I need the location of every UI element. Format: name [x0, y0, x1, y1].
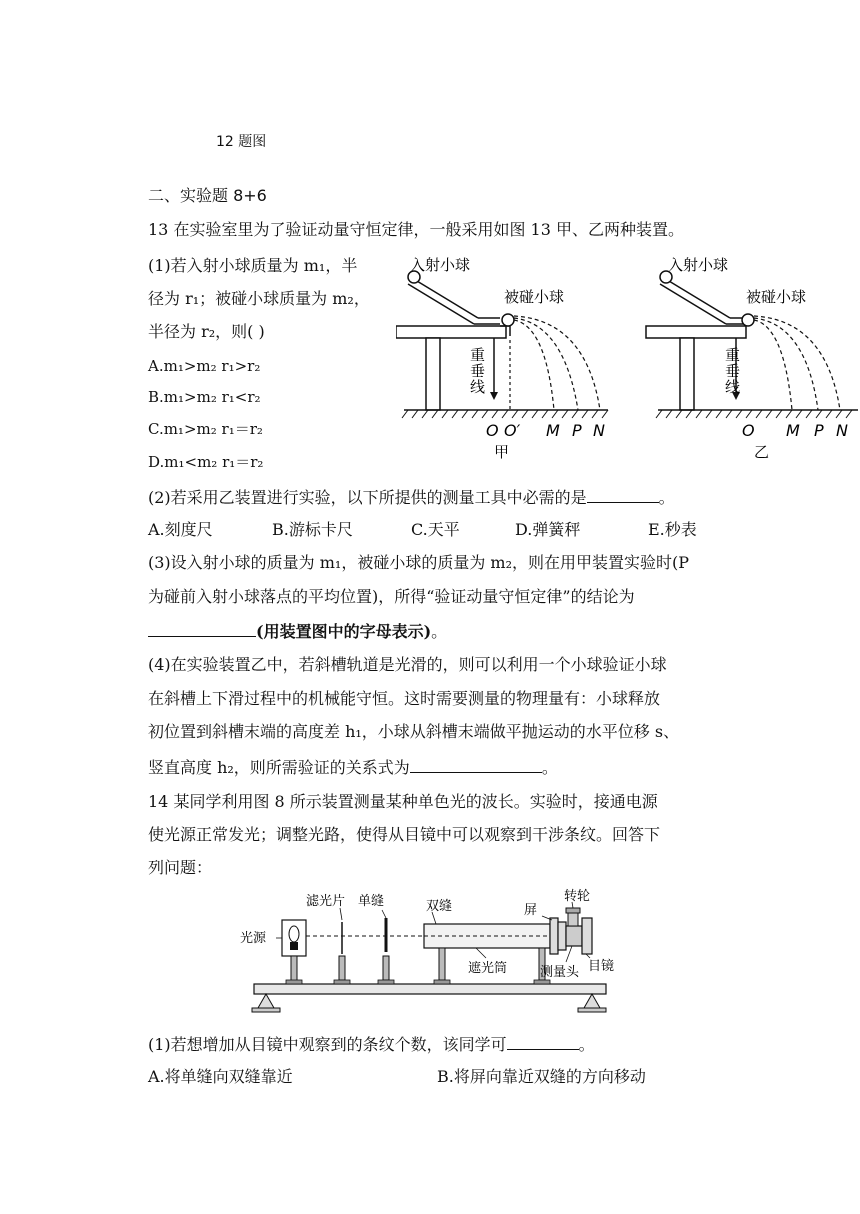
label-yi: 乙: [754, 443, 770, 460]
q13-part3-end: 。: [431, 622, 448, 641]
q14-part1-blank[interactable]: [507, 1034, 579, 1050]
label-plumb-3-yi: 线: [725, 378, 741, 396]
q13-part3-line2: 为碰前入射小球落点的平均位置)，所得“验证动量守恒定律”的结论为: [148, 587, 635, 606]
section-heading: 二、实验题 8+6: [148, 186, 267, 205]
q14-option-a: A.将单缝向双缝靠近: [148, 1067, 293, 1086]
q13-part2: [148, 487, 675, 508]
label-eyepiece: 目镜: [588, 959, 615, 974]
q13-part1-line2: 径为 r₁；被碰小球质量为 m₂，: [148, 289, 370, 308]
label-plumb-1-jia: 重: [470, 346, 486, 364]
label-filter: 滤光片: [306, 894, 346, 909]
label-plumb-3-jia: 线: [470, 378, 486, 396]
label-measuring-head: 测量头: [540, 965, 580, 980]
q13-stem: 13 在实验室里为了验证动量守恒定律，一般采用如图 13 甲、乙两种装置。: [148, 220, 684, 239]
q13-part3-line3: [148, 621, 447, 642]
q13-option-a: A.m₁>m₂ r₁>r₂: [148, 357, 261, 375]
q13-part2-option-c: C.天平: [411, 520, 460, 539]
figure-12-caption: 12 题图: [216, 134, 267, 150]
label-O-yi: O: [742, 421, 755, 440]
label-target-ball-yi: 被碰小球: [746, 288, 807, 306]
label-plumb-2-jia: 垂: [470, 362, 486, 380]
label-plumb-1-yi: 重: [725, 346, 741, 364]
q13-part2-blank[interactable]: [587, 487, 659, 503]
q14-line1: 14 某同学利用图 8 所示装置测量某种单色光的波长。实验时，接通电源: [148, 792, 658, 811]
q13-option-d: D.m₁<m₂ r₁＝r₂: [148, 453, 264, 471]
label-single-slit: 单缝: [358, 894, 385, 909]
q13-part1-line3: 半径为 r₂，则( ): [148, 322, 265, 341]
q13-part2-end: 。: [658, 488, 675, 507]
q13-part2-text: (2)若采用乙装置进行实验，以下所提供的测量工具中必需的是: [148, 488, 587, 507]
label-O-jia: O: [486, 421, 499, 440]
q13-part2-option-b: B.游标卡尺: [272, 520, 353, 539]
q13-part4-end: 。: [541, 758, 558, 777]
q13-part4-line2: 在斜槽上下滑过程中的机械能守恒。这时需要测量的物理量有：小球释放: [148, 689, 661, 708]
label-shade-tube: 遮光筒: [468, 961, 508, 976]
q14-part1-end: 。: [578, 1035, 595, 1054]
q13-part2-option-d: D.弹簧秤: [515, 520, 581, 539]
q13-part4-line4: [148, 757, 558, 778]
label-P-jia: P: [572, 421, 582, 440]
label-M-jia: M: [546, 421, 560, 440]
q13-option-b: B.m₁>m₂ r₁<r₂: [148, 388, 261, 406]
label-O-prime-jia: O′: [504, 421, 521, 440]
label-jia: 甲: [494, 443, 510, 460]
apparatus-yi: [646, 256, 858, 460]
q13-part3-note: (用装置图中的字母表示): [256, 622, 432, 641]
label-target-ball-jia: 被碰小球: [504, 288, 565, 306]
q13-part4-line3: 初位置到斜槽末端的高度差 h₁，小球从斜槽末端做平抛运动的水平位移 s、: [148, 722, 680, 741]
label-incident-ball-jia: 入射小球: [410, 256, 471, 274]
label-double-slit: 双缝: [426, 899, 453, 914]
label-N-jia: N: [593, 421, 605, 440]
momentum-apparatus-figure: [396, 250, 860, 460]
label-screen: 屏: [524, 903, 538, 918]
double-slit-apparatus-figure: [236, 888, 626, 1020]
q13-part4-text: 竖直高度 h₂，则所需验证的关系式为: [148, 758, 410, 777]
q13-part3-line1: (3)设入射小球的质量为 m₁，被碰小球的质量为 m₂，则在用甲装置实验时(P: [148, 553, 690, 572]
q13-part2-option-a: A.刻度尺: [148, 520, 213, 539]
label-N-yi: N: [836, 421, 848, 440]
q14-part1: [148, 1034, 595, 1055]
q14-option-b: B.将屏向靠近双缝的方向移动: [437, 1067, 646, 1086]
q13-part4-blank[interactable]: [410, 757, 542, 773]
q13-part3-blank[interactable]: [148, 621, 256, 637]
label-plumb-2-yi: 垂: [725, 362, 741, 380]
label-P-yi: P: [814, 421, 824, 440]
label-M-yi: M: [786, 421, 800, 440]
q13-part2-option-e: E.秒表: [648, 520, 697, 539]
q13-option-c: C.m₁>m₂ r₁＝r₂: [148, 420, 263, 438]
label-incident-ball-yi: 入射小球: [668, 256, 729, 274]
q14-line3: 列问题：: [148, 858, 213, 877]
q13-part4-line1: (4)在实验装置乙中，若斜槽轨道是光滑的，则可以利用一个小球验证小球: [148, 655, 667, 674]
label-wheel: 转轮: [564, 889, 591, 904]
q14-part1-text: (1)若想增加从目镜中观察到的条纹个数，该同学可: [148, 1035, 507, 1054]
q13-part1-line1: (1)若入射小球质量为 m₁，半: [148, 256, 358, 275]
apparatus-jia: [396, 256, 608, 460]
q14-line2: 使光源正常发光；调整光路，使得从目镜中可以观察到干涉条纹。回答下: [148, 825, 661, 844]
label-light-source: 光源: [240, 931, 267, 946]
